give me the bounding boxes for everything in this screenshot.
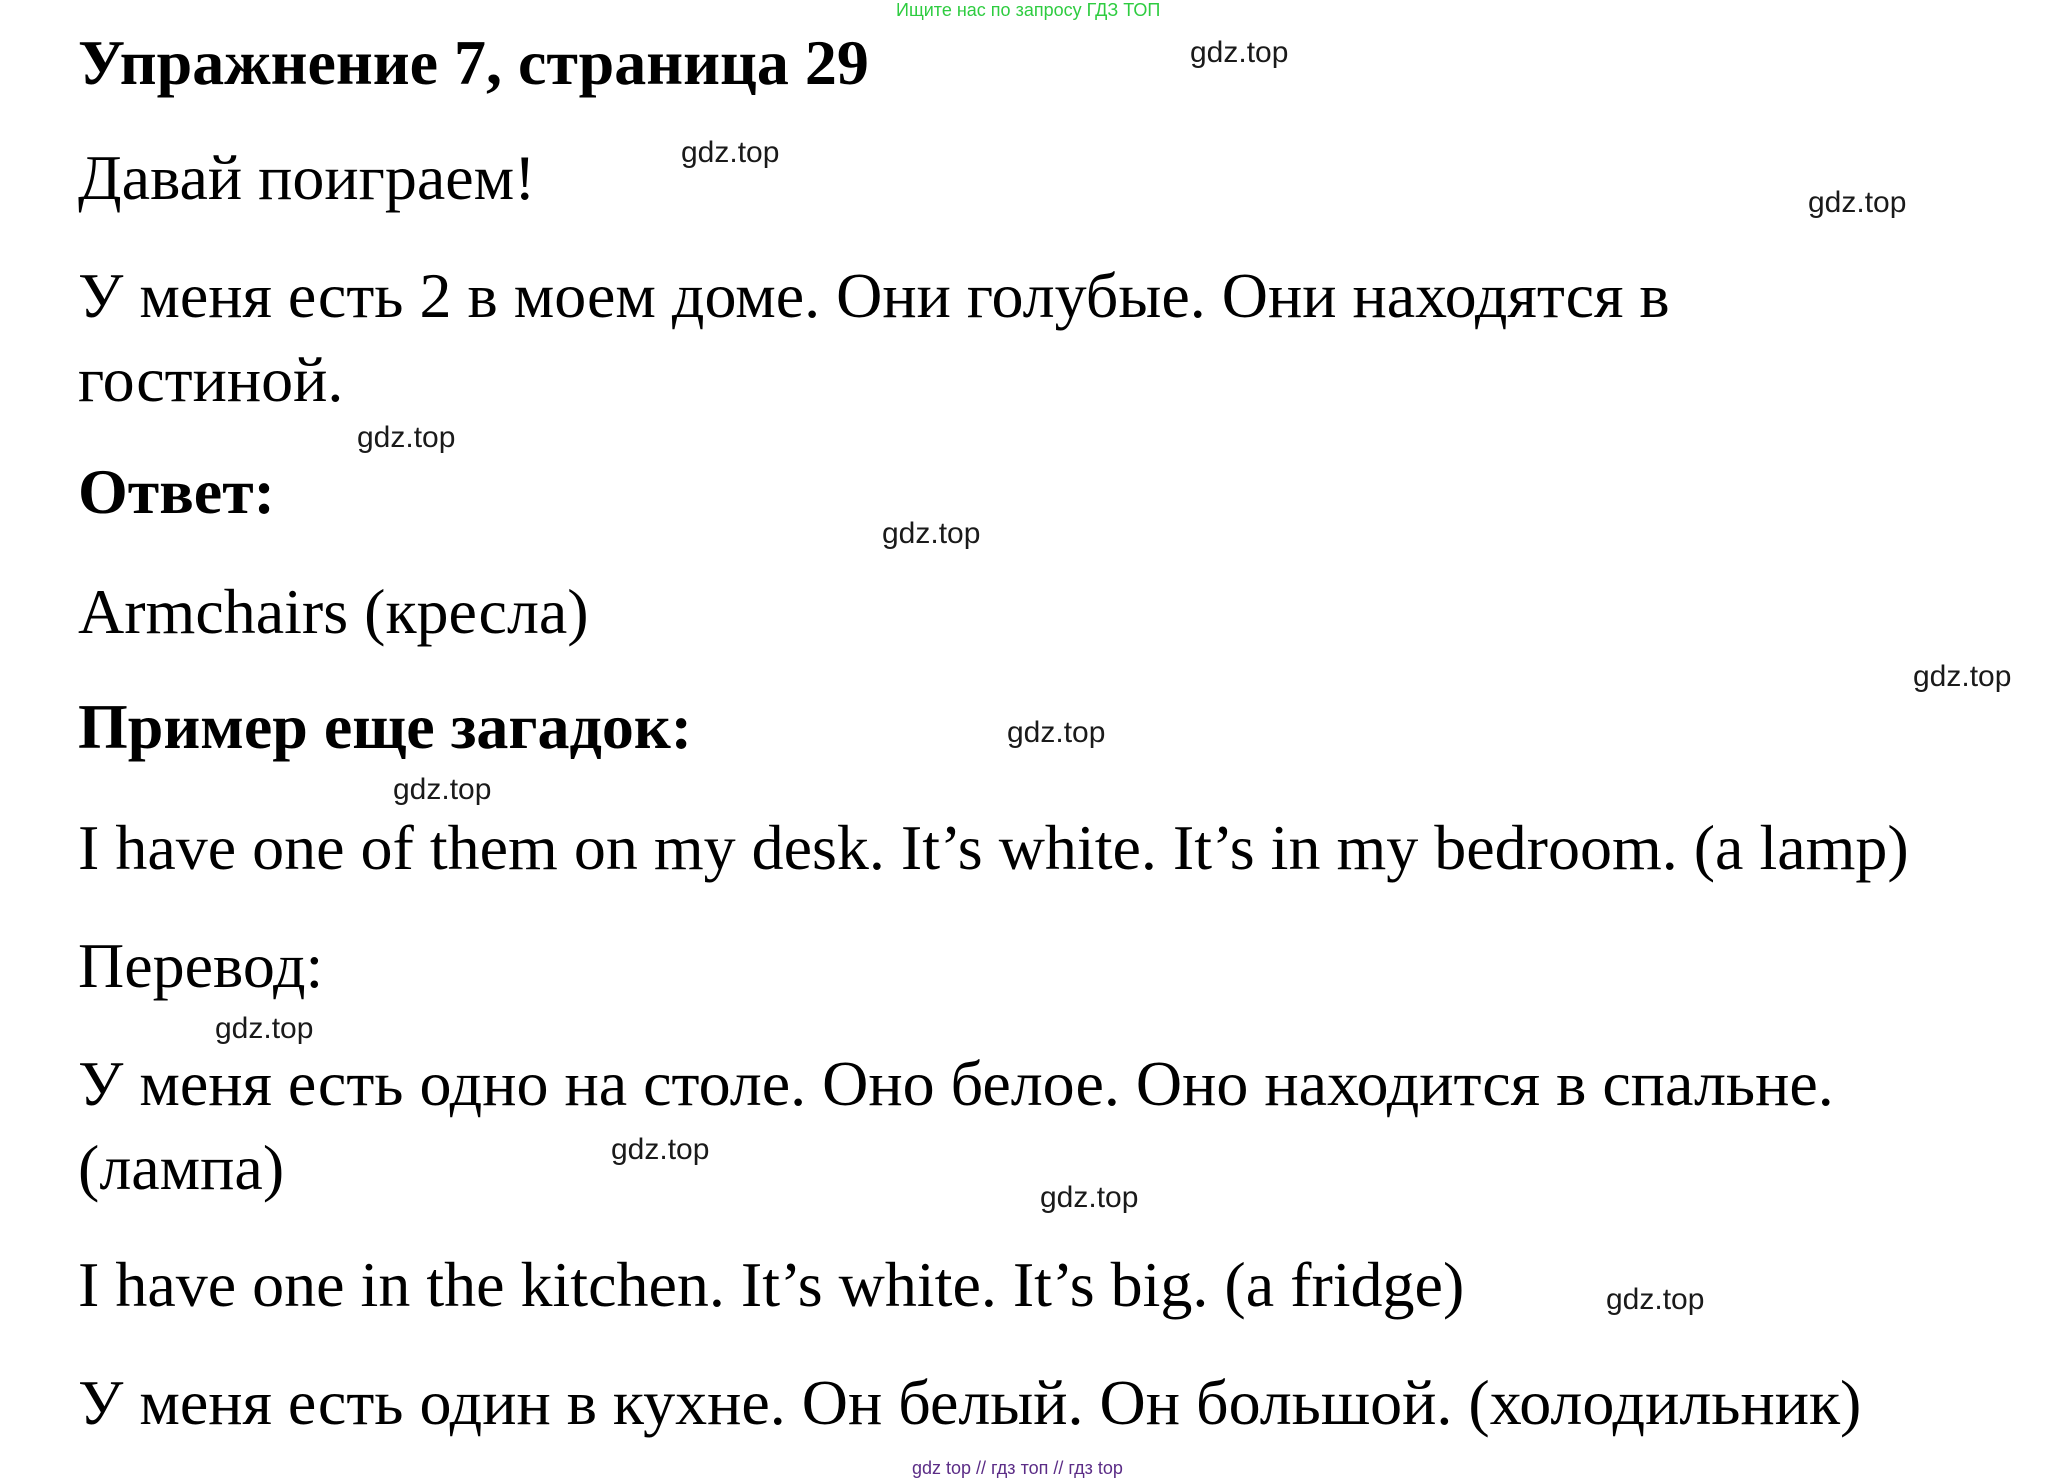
watermark: gdz.top xyxy=(393,773,492,806)
example-1-russian-line-2: (лампа) xyxy=(78,1132,285,1203)
answer-text: Armchairs (кресла) xyxy=(78,576,589,647)
page-title: Упражнение 7, страница 29 xyxy=(78,27,869,98)
example-1-russian-line-1: У меня есть одно на столе. Оно белое. Оно находится в спальне. xyxy=(78,1048,1834,1119)
answer-heading: Ответ: xyxy=(78,456,275,527)
watermark: gdz.top xyxy=(681,136,780,169)
riddle-line-1: У меня есть 2 в моем доме. Они голубые. Они находятся в xyxy=(78,260,1670,331)
top-banner: Ищите нас по запросу ГДЗ ТОП xyxy=(896,0,1161,20)
footer-watermark: gdz top // гдз топ // гдз top xyxy=(912,1458,1123,1478)
watermark: gdz.top xyxy=(1913,660,2012,693)
watermark: gdz.top xyxy=(357,421,456,454)
watermark: gdz.top xyxy=(1606,1283,1705,1316)
watermark: gdz.top xyxy=(882,517,981,550)
example-1-english: I have one of them on my desk. It’s white. It’s in my bedroom. (a lamp) xyxy=(78,812,1909,883)
intro-text: Давай поиграем! xyxy=(78,142,536,213)
example-2-russian: У меня есть один в кухне. Он белый. Он большой. (холодильник) xyxy=(78,1367,1862,1438)
watermark: gdz.top xyxy=(1190,36,1289,69)
translation-label: Перевод: xyxy=(78,930,324,1001)
watermark: gdz.top xyxy=(1040,1181,1139,1214)
examples-heading: Пример еще загадок: xyxy=(78,691,693,762)
watermark: gdz.top xyxy=(1007,716,1106,749)
example-2-english: I have one in the kitchen. It’s white. It’s big. (a fridge) xyxy=(78,1249,1465,1320)
watermark: gdz.top xyxy=(215,1012,314,1045)
watermark: gdz.top xyxy=(1808,186,1907,219)
riddle-line-2: гостиной. xyxy=(78,344,344,415)
watermark: gdz.top xyxy=(611,1133,710,1166)
